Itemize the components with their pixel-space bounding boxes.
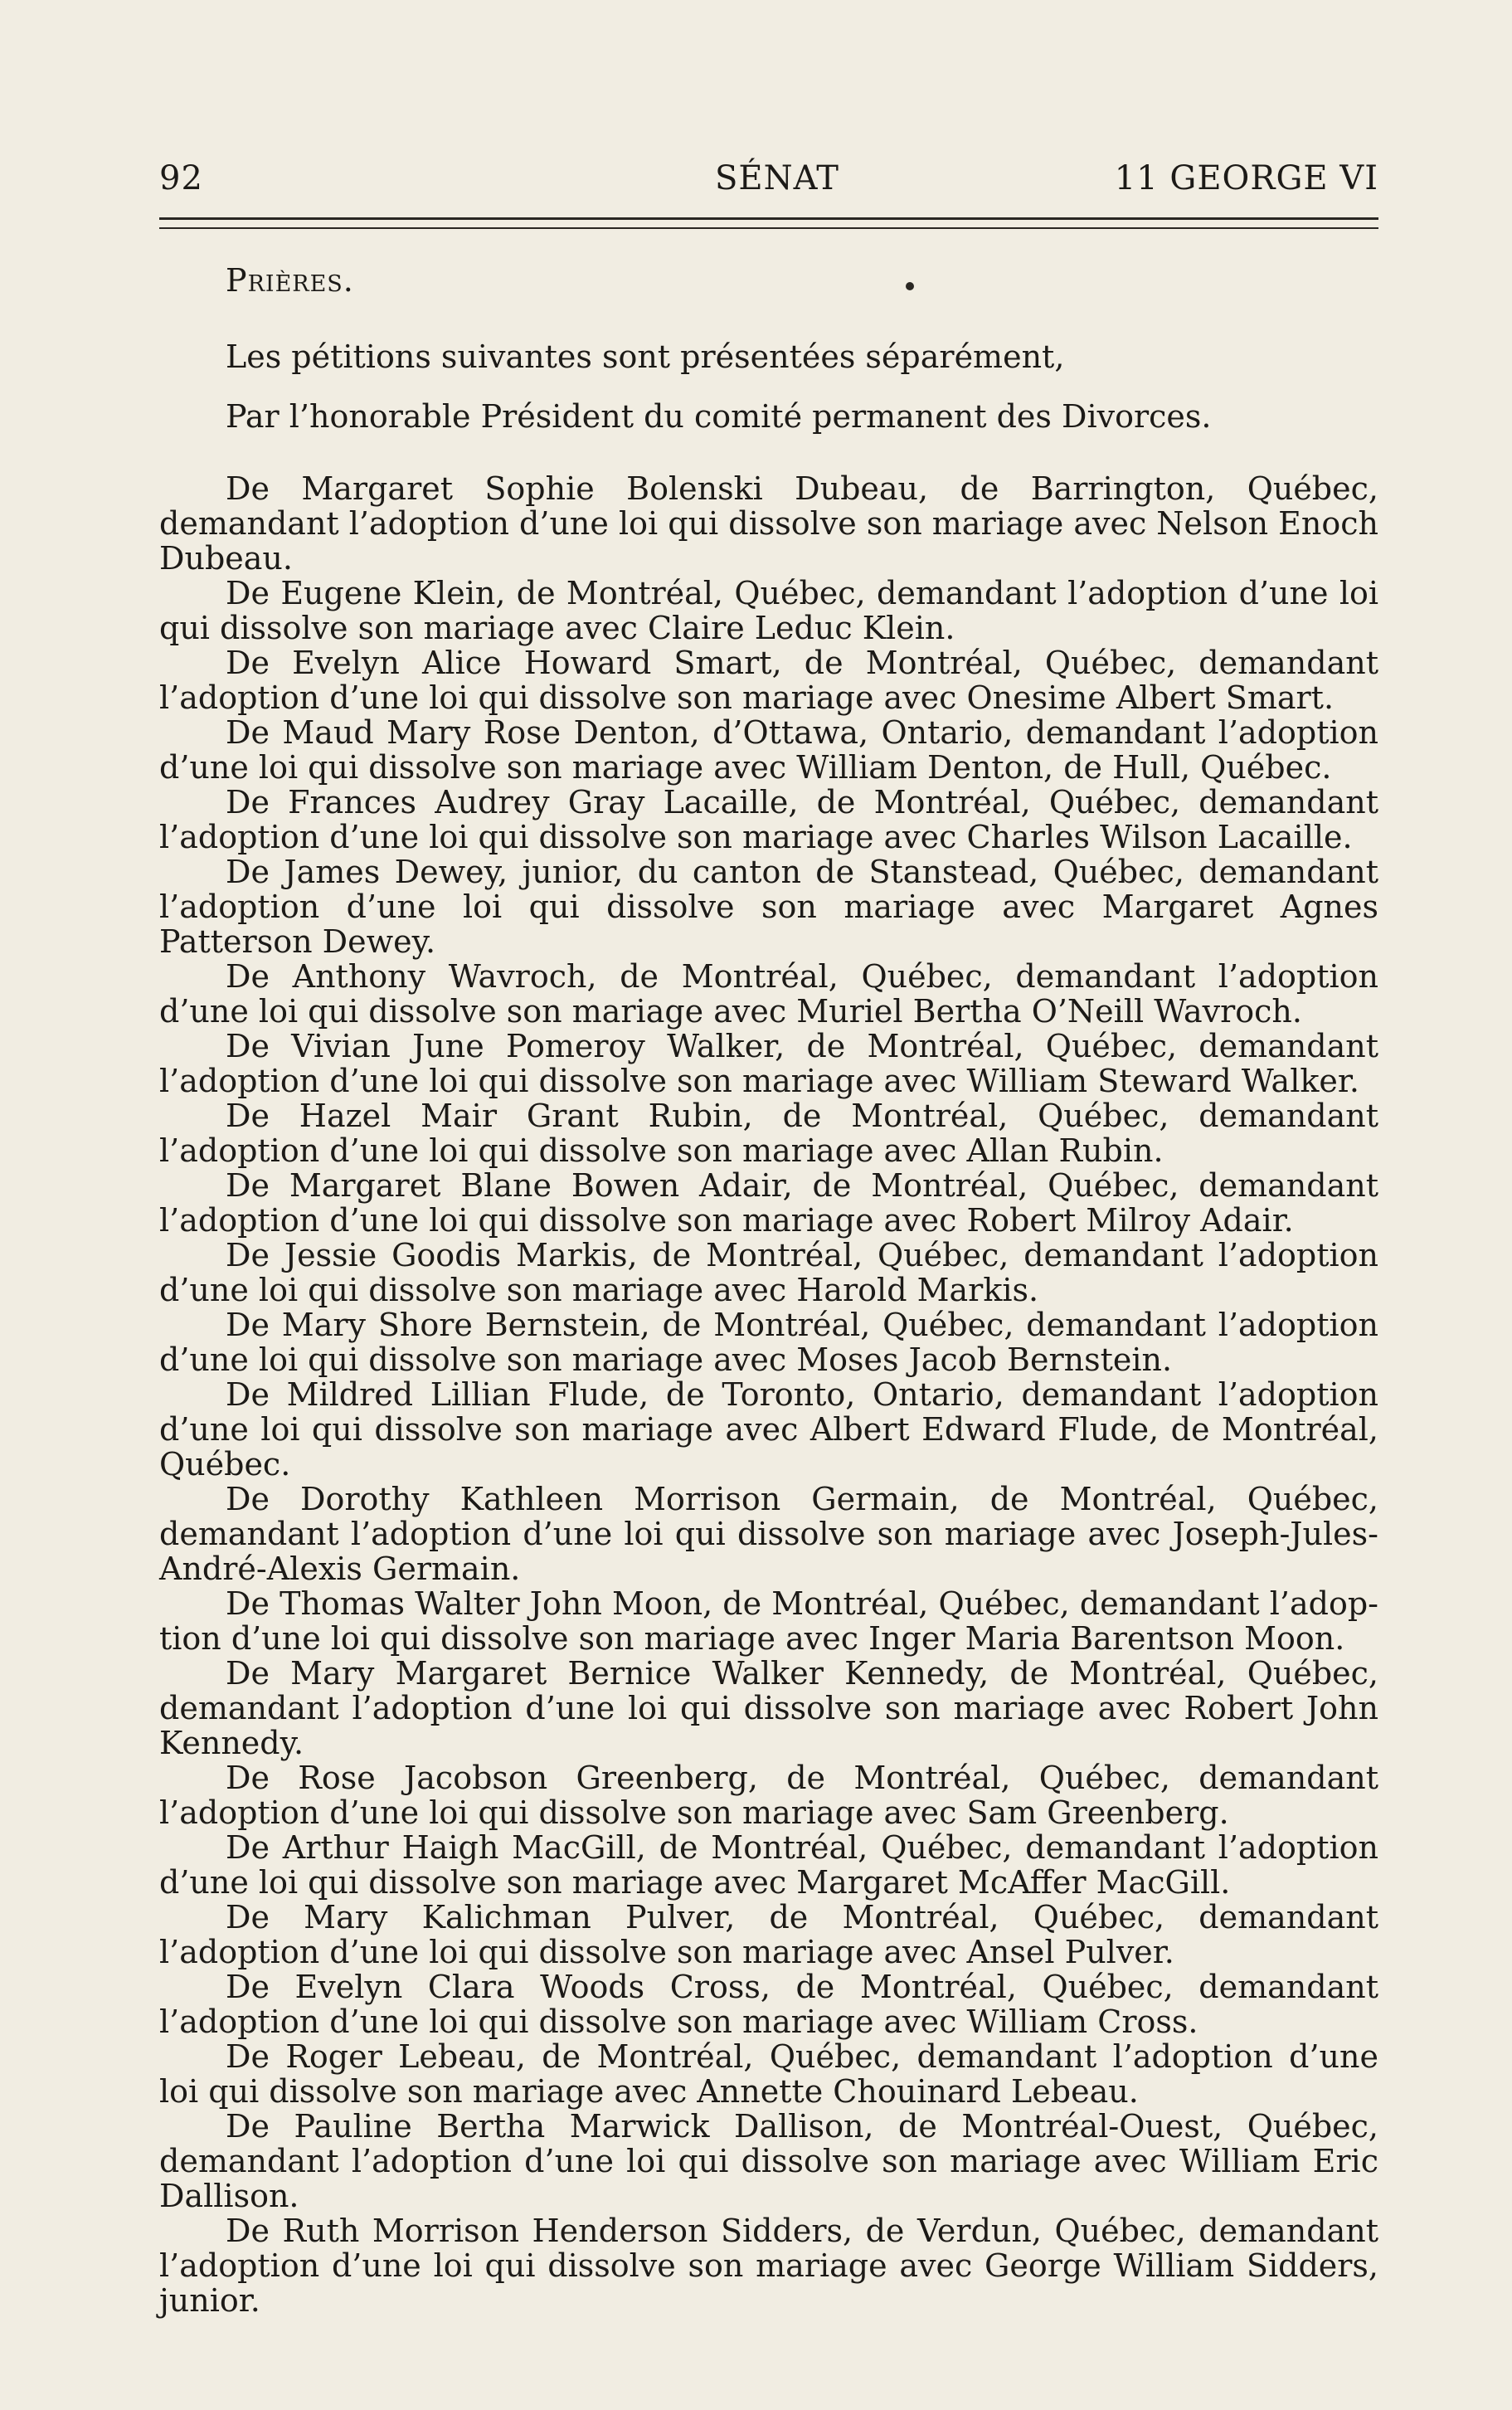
petition-paragraph: De James Dewey, junior, du canton de Stanstead, Québec, demandant l’adoption d’une loi qui dissolve son mariage avec Margaret Agnes Patterson Dewey. [159, 854, 1378, 960]
running-reign: 11 GEORGE VI [1114, 159, 1378, 197]
header-rule-bottom [159, 227, 1378, 229]
petition-paragraph: De Jessie Goodis Markis, de Montréal, Québec, demandant l’adoption d’une loi qui dissolve son mariage avec Harold Markis. [159, 1237, 1378, 1308]
petition-list [159, 471, 1378, 2318]
petition-paragraph: De Maud Mary Rose Denton, d’Ottawa, Ontario, demandant l’adoption d’une loi qui dissolve son mariage avec William Denton, de Hull, Québec. [159, 714, 1378, 786]
page-number: 92 [159, 159, 203, 197]
petition-paragraph: De Frances Audrey Gray Lacaille, de Montréal, Québec, demandant l’adoption d’une loi qui dissolve son mariage avec Charles Wilson Lacaille. [159, 784, 1378, 855]
petition-paragraph: De Pauline Bertha Marwick Dallison, de Montréal-Ouest, Québec, demandant l’adoption d’une loi qui dissolve son mariage avec William Eric Dallison. [159, 2108, 1378, 2214]
running-title: SÉNAT [715, 159, 839, 197]
petition-paragraph: De Mary Shore Bernstein, de Montréal, Québec, demandant l’adoption d’une loi qui dissolve son mariage avec Moses Jacob Bernstein. [159, 1307, 1378, 1378]
petition-paragraph: De Margaret Sophie Bolenski Dubeau, de Barrington, Québec, demandant l’adoption d’une loi qui dissolve son mariage avec Nelson Enoch Dubeau. [159, 470, 1378, 577]
running-header [159, 159, 1378, 209]
petition-paragraph: De Margaret Blane Bowen Adair, de Montréal, Québec, demandant l’adoption d’une loi qui dissolve son mariage avec Robert Milroy Adair. [159, 1167, 1378, 1239]
petition-paragraph: De Vivian June Pomeroy Walker, de Montréal, Québec, demandant l’adoption d’une loi qui dissolve son mariage avec William Steward Walker. [159, 1028, 1378, 1099]
stray-mark [906, 282, 914, 290]
petition-paragraph: De Eugene Klein, de Montréal, Québec, demandant l’adoption d’une loi qui dissolve son mariage avec Claire Leduc Klein. [159, 575, 1378, 646]
section-heading: Prières. [226, 262, 354, 299]
petition-paragraph: De Roger Lebeau, de Montréal, Québec, demandant l’adoption d’une loi qui dissolve son mariage avec Annette Chouinard Lebeau. [159, 2038, 1378, 2110]
petition-paragraph: De Evelyn Alice Howard Smart, de Montréal, Québec, demandant l’adoption d’une loi qui dissolve son mariage avec Onesime Albert Smart. [159, 645, 1378, 716]
intro-line-1: Les pétitions suivantes sont présentées séparément, [226, 338, 1065, 375]
petition-paragraph: De Ruth Morrison Henderson Sidders, de Verdun, Québec, demandant l’adoption d’une loi qui dissolve son mariage avec George William Sidders, junior. [159, 2213, 1378, 2319]
petition-paragraph: De Hazel Mair Grant Rubin, de Montréal, Québec, demandant l’adoption d’une loi qui dissolve son mariage avec Allan Rubin. [159, 1098, 1378, 1169]
petition-paragraph: De Anthony Wavroch, de Montréal, Québec, demandant l’adoption d’une loi qui dissolve son mariage avec Muriel Bertha O’Neill Wavroch. [159, 958, 1378, 1030]
header-rule-top [159, 217, 1378, 220]
petition-paragraph: De Mary Kalichman Pulver, de Montréal, Québec, demandant l’adoption d’une loi qui dissolve son mariage avec Ansel Pulver. [159, 1899, 1378, 1970]
petition-paragraph: De Mildred Lillian Flude, de Toronto, Ontario, demandant l’adoption d’une loi qui dissolve son mariage avec Albert Edward Flude, de Montréal, Québec. [159, 1376, 1378, 1483]
petition-paragraph: De Evelyn Clara Woods Cross, de Montréal, Québec, demandant l’adoption d’une loi qui dissolve son mariage avec William Cross. [159, 1969, 1378, 2040]
petition-paragraph: De Rose Jacobson Greenberg, de Montréal, Québec, demandant l’adoption d’une loi qui dissolve son mariage avec Sam Greenberg. [159, 1760, 1378, 1831]
intro-line-2: Par l’honorable Président du comité permanent des Divorces. [226, 398, 1212, 435]
petition-paragraph: De Mary Margaret Bernice Walker Kennedy, de Montréal, Québec, demandant l’adoption d’une loi qui dissolve son mariage avec Robert John Kennedy. [159, 1655, 1378, 1761]
petition-paragraph: De Arthur Haigh MacGill, de Montréal, Québec, demandant l’adoption d’une loi qui dissolve son mariage avec Margaret McAffer MacGill. [159, 1829, 1378, 1901]
petition-paragraph: De Thomas Walter John Moon, de Montréal, Québec, demandant l’adoption d’une loi qui dissolve son mariage avec Inger Maria Barentson Moon. [159, 1585, 1378, 1657]
petition-paragraph: De Dorothy Kathleen Morrison Germain, de Montréal, Québec, demandant l’adoption d’une loi qui dissolve son mariage avec Joseph-Jules-André-Alexis Germain. [159, 1481, 1378, 1587]
